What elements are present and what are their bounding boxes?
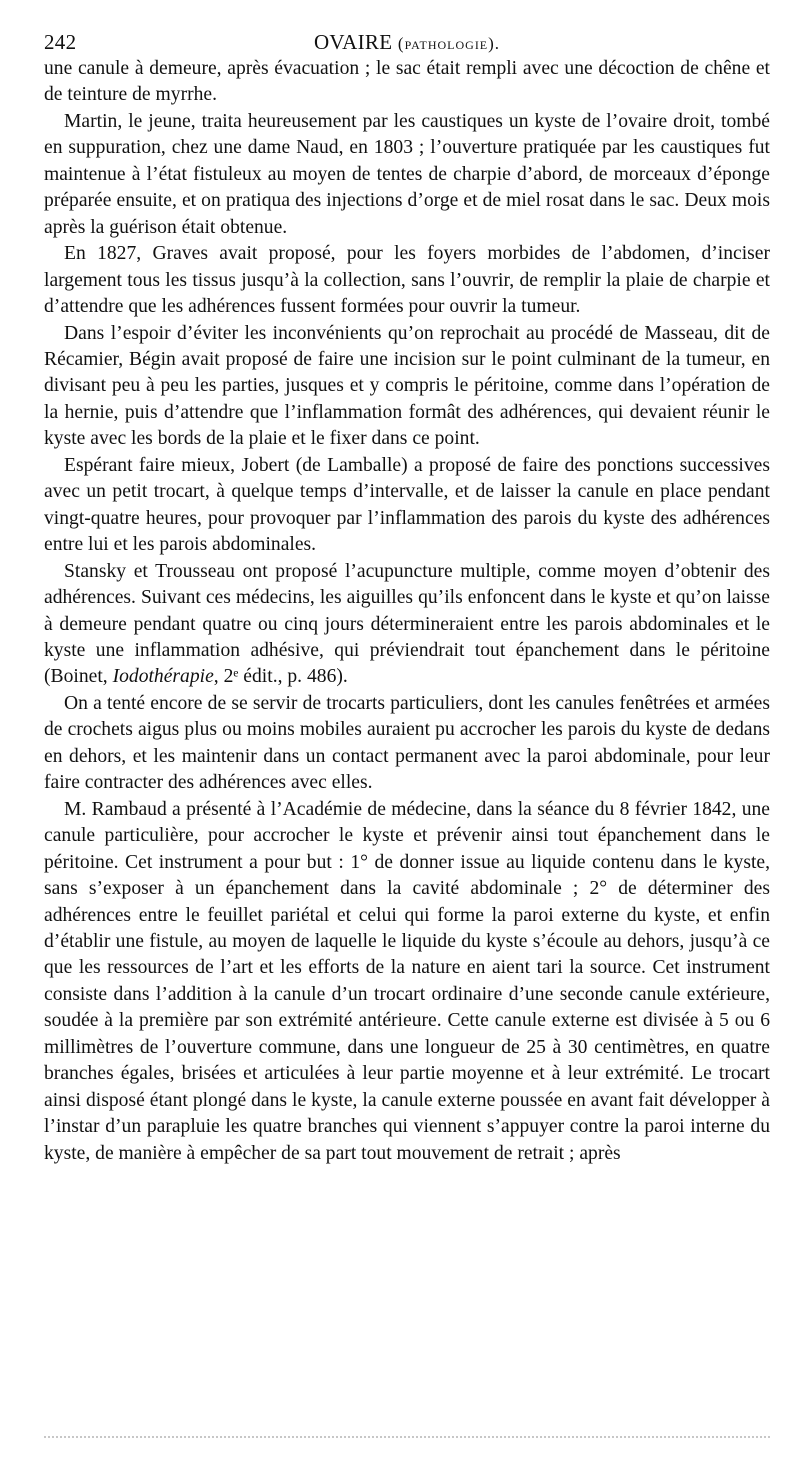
- paragraph-text: Stansky et Trousseau ont proposé l’acupuncture multiple, comme moyen d’obtenir des adhérences. Suivant ces médecins, les aiguilles qu’ils enfoncent dans le kyste et qu’on laisse à demeure pendant quatre ou cinq jours détermineraient entre les parois abdominales et le kyste une inflammation adhésive, qui préviendrait tout épanchement dans le péritoine (Boinet,: [44, 560, 770, 688]
- paragraph-trocarts: On a tenté encore de se servir de trocarts particuliers, dont les canules fenêtrées et armées de crochets aigus plus ou moins mobiles auraient pu accrocher les parois du kyste de dedans en dehors, et les maintenir dans un contact permanent avec la paroi abdominale, pour leur faire contracter des adhérences avec elles.: [44, 692, 770, 794]
- page-number: 242: [44, 30, 77, 54]
- paragraph-jobert: Espérant faire mieux, Jobert (de Lamballe) a proposé de faire des ponctions successives avec un petit trocart, à quelque temps d’intervalle, et de laisser la canule en place pendant vingt-quatre heures, pour provoquer par l’inflammation des parois du kyste des adhérences entre lui et les parois abdominales.: [44, 454, 770, 556]
- running-title-subtitle: (pathologie).: [397, 34, 501, 53]
- running-title: [44, 30, 770, 55]
- paragraph-martin: Martin, le jeune, traita heureusement par les caustiques un kyste de l’ovaire droit, tombé en suppuration, chez une dame Naud, en 1803 ; l’ouverture pratiquée par les caustiques fut maintenue à l’état fistuleux au moyen de tentes de charpie d’abord, de morceaux d’éponge préparée ensuite, et on pratiqua des injections d’orge et de miel rosat dans le sac. Deux mois après la guérison était obtenue.: [44, 110, 770, 238]
- book-page: [44, 22, 770, 1167]
- paragraph-graves: En 1827, Graves avait proposé, pour les foyers morbides de l’abdomen, d’inciser largement tous les tissus jusqu’à la collection, sans l’ouvrir, de remplir la plaie de charpie et d’attendre que les adhérences fussent formées pour ouvrir la tumeur.: [44, 243, 770, 318]
- body-text: [44, 56, 770, 1167]
- paragraph-text: , 2ᵉ édit., p. 486).: [213, 666, 348, 688]
- running-head: [44, 22, 770, 56]
- book-title-italic: Iodothérapie: [112, 666, 214, 688]
- paragraph-continuation: une canule à demeure, après évacuation ; le sac était rempli avec une décoction de chêne et de teinture de myrrhe.: [44, 58, 770, 106]
- paragraph-begin: Dans l’espoir d’éviter les inconvénients qu’on reprochait au procédé de Masseau, dit de Récamier, Bégin avait proposé de faire une incision sur le point culminant de la tumeur, en divisant peu à peu les parties, jusques et y compris le péritoine, comme dans l’opération de la hernie, puis d’attendre que l’inflammation formât des adhérences, qui devaient réunir le kyste avec les bords de la plaie et le fixer dans ce point.: [44, 322, 770, 450]
- page-bottom-bleed-marks: [44, 1436, 770, 1442]
- paragraph-rambaud: M. Rambaud a présenté à l’Académie de médecine, dans la séance du 8 février 1842, une canule particulière, pour accrocher le kyste et prévenir ainsi tout épanchement dans le péritoine. Cet instrument a pour but : 1° de donner issue au liquide contenu dans le kyste, sans s’exposer à un épanchement dans la cavité abdominale ; 2° de déterminer des adhérences entre le feuillet pariétal et celui qui forme la paroi externe du kyste, et enfin d’établir une fistule, au moyen de laquelle le liquide du kyste s’écoule au dehors, jusqu’à ce que les ressources de l’art et les efforts de la nature en aient tari la source. Cet instrument consiste dans l’addition à la canule d’un trocart ordinaire d’une seconde canule extérieure, soudée à la première par son extrémité antérieure. Cette canule externe est divisée à 5 ou 6 millimètres de l’ouverture commune, dans une longueur de 25 à 30 centimètres, en quatre branches égales, brisées et articulées à leur partie moyenne et à leur extrémité. Le trocart ainsi disposé étant plongé dans le kyste, la canule externe poussée en avant fait développer à l’instar d’un parapluie les quatre branches qui viennent s’appuyer contre la paroi interne du kyste, de manière à empêcher de sa part tout mouvement de retrait ; après: [44, 798, 770, 1164]
- paragraph-stansky-trousseau: [44, 559, 770, 691]
- running-title-main: OVAIRE: [313, 30, 393, 54]
